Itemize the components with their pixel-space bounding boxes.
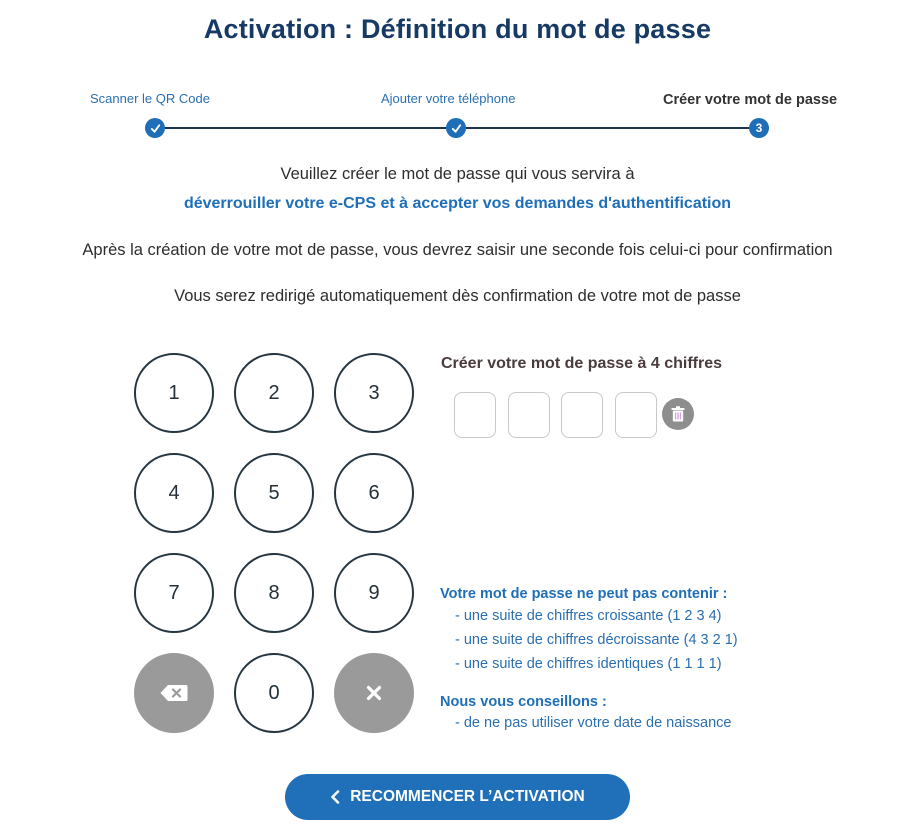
step-label-add-phone: Ajouter votre téléphone — [381, 91, 516, 106]
pin-digit-2[interactable] — [508, 392, 550, 438]
pin-digit-3[interactable] — [561, 392, 603, 438]
intro-line-2-highlight: déverrouiller votre e-CPS et à accepter vos demandes d'authentification — [183, 195, 732, 212]
key-0[interactable]: 0 — [234, 653, 314, 733]
clear-button[interactable] — [334, 653, 414, 733]
key-3[interactable]: 3 — [334, 353, 414, 433]
step-3-active: 3 — [749, 118, 769, 138]
restart-activation-label: RECOMMENCER L’ACTIVATION — [350, 788, 585, 805]
chevron-left-icon — [330, 790, 340, 804]
intro-line-3: Après la création de votre mot de passe, vous devrez saisir une seconde fois celui-ci pour confirmation — [82, 241, 833, 259]
intro-line-1: Veuillez créer le mot de passe qui vous servira à — [280, 165, 635, 183]
rule-item: - une suite de chiffres décroissante (4 3 2 1) — [455, 632, 738, 648]
step-label-create-password: Créer votre mot de passe — [663, 92, 838, 108]
rule-item: - une suite de chiffres croissante (1 2 3 4) — [455, 608, 722, 624]
key-8[interactable]: 8 — [234, 553, 314, 633]
key-9[interactable]: 9 — [334, 553, 414, 633]
key-6[interactable]: 6 — [334, 453, 414, 533]
advice-title: Nous vous conseillons : — [440, 694, 607, 710]
rules-title: Votre mot de passe ne peut pas contenir : — [440, 586, 728, 602]
key-2[interactable]: 2 — [234, 353, 314, 433]
close-icon — [366, 685, 382, 701]
advice-item: - de ne pas utiliser votre date de naissance — [455, 715, 732, 731]
intro-line-4: Vous serez redirigé automatiquement dès confirmation de votre mot de passe — [174, 287, 741, 305]
step-label-scan-qr: Scanner le QR Code — [90, 91, 210, 106]
step-1-done — [145, 118, 165, 138]
backspace-icon — [160, 684, 188, 702]
backspace-button[interactable] — [134, 653, 214, 733]
restart-activation-button[interactable] — [285, 774, 630, 820]
trash-icon — [671, 406, 685, 422]
pin-digit-1[interactable] — [454, 392, 496, 438]
rule-item: - une suite de chiffres identiques (1 1 1 1) — [455, 656, 722, 672]
step-2-done — [446, 118, 466, 138]
clear-pin-button[interactable] — [662, 398, 694, 430]
check-icon — [451, 123, 462, 134]
pin-title: Créer votre mot de passe à 4 chiffres — [441, 355, 723, 372]
pin-digit-4[interactable] — [615, 392, 657, 438]
key-4[interactable]: 4 — [134, 453, 214, 533]
key-5[interactable]: 5 — [234, 453, 314, 533]
page-title: Activation : Définition du mot de passe — [203, 14, 712, 44]
key-1[interactable]: 1 — [134, 353, 214, 433]
key-7[interactable]: 7 — [134, 553, 214, 633]
check-icon — [150, 123, 161, 134]
